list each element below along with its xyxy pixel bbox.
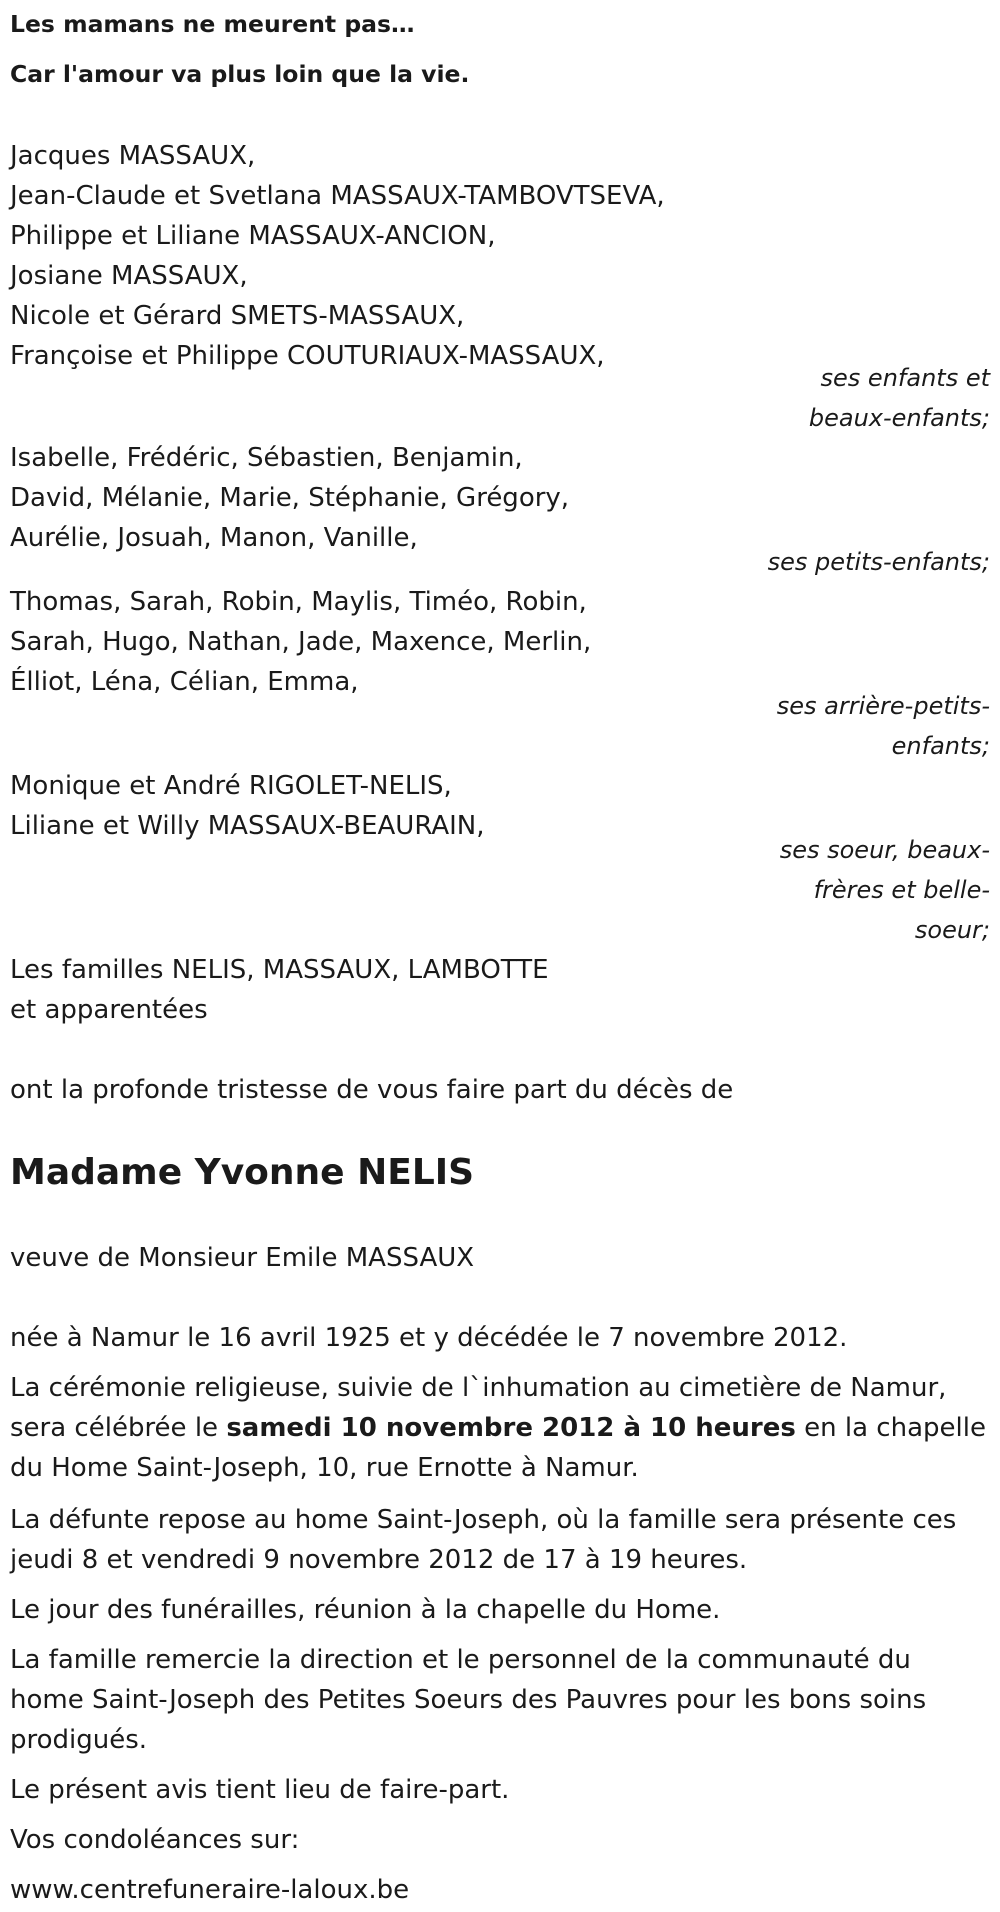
thanks-text: La famille remercie la direction et le personnel de la communauté du home Saint-Joseph des Petites Soeurs des Pauvres pour les bons soins prodigués. (10, 1645, 927, 1755)
widow-of-text: veuve de Monsieur Emile MASSAUX (10, 1243, 475, 1273)
condolences-label: Vos condoléances sur: (10, 1825, 300, 1855)
family-member-line: Nicole et Gérard SMETS-MASSAUX, (10, 301, 465, 331)
rest-text: La défunte repose au home Saint-Joseph, où la famille sera présente ces jeudi 8 et vendredi 9 novembre 2012 de 17 à 19 heures. (10, 1505, 957, 1575)
family-member-line: Aurélie, Josuah, Manon, Vanille, (10, 523, 418, 553)
notice-text: Le présent avis tient lieu de faire-part. (10, 1775, 510, 1805)
family-member-line: Josiane MASSAUX, (10, 261, 248, 291)
family-member-line: Jacques MASSAUX, (10, 141, 256, 171)
epigraph-line-1: Les mamans ne meurent pas… (10, 10, 415, 38)
birth-death-text: née à Namur le 16 avril 1925 et y décédée le 7 novembre 2012. (10, 1323, 848, 1353)
grandchildren-role: ses petits-enfants; (767, 548, 990, 576)
family-member-line: Les familles NELIS, MASSAUX, LAMBOTTE (10, 955, 549, 985)
families-list (10, 950, 549, 1030)
family-member-line: Thomas, Sarah, Robin, Maylis, Timéo, Robin, (10, 587, 587, 617)
family-member-line: Liliane et Willy MASSAUX-BEAURAIN, (10, 811, 485, 841)
family-member-line: Philippe et Liliane MASSAUX-ANCION, (10, 221, 496, 251)
family-member-line: Sarah, Hugo, Nathan, Jade, Maxence, Merlin, (10, 627, 592, 657)
funeral-meeting-text: Le jour des funérailles, réunion à la chapelle du Home. (10, 1595, 721, 1625)
announcement-text: ont la profonde tristesse de vous faire part du décès de (10, 1075, 734, 1105)
children-list (10, 136, 665, 376)
great-grandchildren-role: ses arrière-petits- enfants; (776, 692, 990, 760)
website-link[interactable]: www.centrefuneraire-laloux.be (10, 1875, 410, 1905)
great-grandchildren-list (10, 582, 591, 702)
grandchildren-list (10, 438, 569, 558)
family-member-line: Isabelle, Frédéric, Sébastien, Benjamin, (10, 443, 523, 473)
family-member-line: Françoise et Philippe COUTURIAUX-MASSAUX, (10, 341, 605, 371)
deceased-name: Madame Yvonne NELIS (10, 1152, 475, 1193)
ceremony-text: La cérémonie religieuse, suivie de l`inhumation au cimetière de Namur, sera célébrée le samedi 10 novembre 2012 à 10 heures en la chapelle du Home Saint-Joseph, 10, rue Ernotte à Namur. (10, 1373, 986, 1483)
siblings-role: ses soeur, beaux- frères et belle- soeur; (779, 836, 990, 944)
family-member-line: et apparentées (10, 995, 208, 1025)
family-member-line: Jean-Claude et Svetlana MASSAUX-TAMBOVTSEVA, (10, 181, 665, 211)
family-member-line: Élliot, Léna, Célian, Emma, (10, 667, 359, 697)
siblings-list (10, 766, 485, 846)
family-member-line: David, Mélanie, Marie, Stéphanie, Grégory, (10, 483, 570, 513)
children-role: ses enfants et beaux-enfants; (808, 364, 990, 432)
ceremony-date: samedi 10 novembre 2012 à 10 heures (226, 1413, 796, 1443)
family-member-line: Monique et André RIGOLET-NELIS, (10, 771, 452, 801)
epigraph-line-2: Car l'amour va plus loin que la vie. (10, 60, 470, 88)
